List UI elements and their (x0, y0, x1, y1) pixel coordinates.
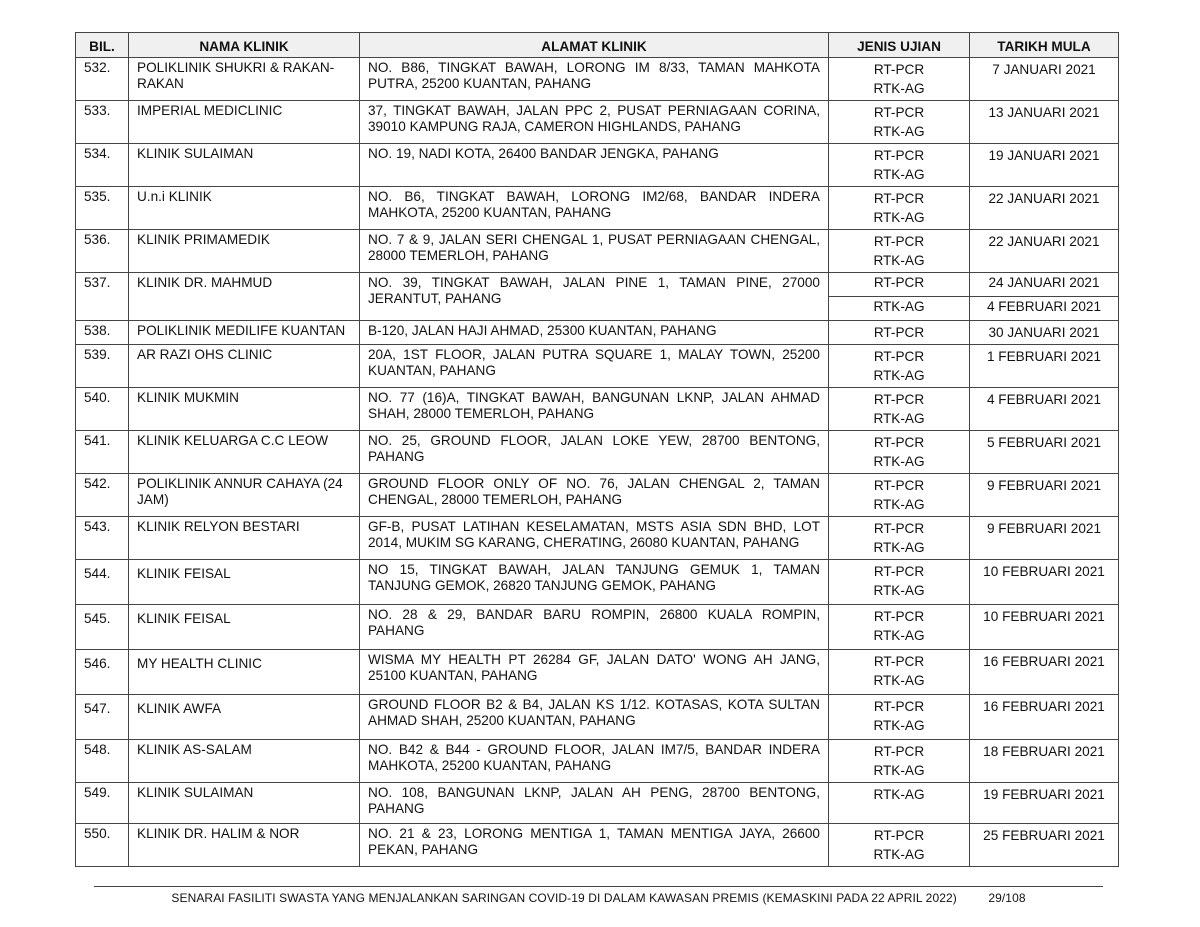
clinic-name: KLINIK RELYON BESTARI (129, 517, 360, 560)
clinic-name: KLINIK FEISAL (129, 560, 360, 605)
start-date-cell (970, 230, 1119, 273)
table-row (76, 695, 1119, 740)
row-number: 549. (76, 783, 129, 824)
test-type: RT-PCR (873, 744, 925, 759)
row-number: 547. (76, 695, 129, 740)
clinic-address: WISMA MY HEALTH PT 26284 GF, JALAN DATO' WONG AH JANG, 25100 KUANTAN, PAHANG (360, 650, 829, 695)
start-date-cell (970, 388, 1119, 431)
start-date-cell (970, 650, 1119, 695)
row-number: 548. (76, 740, 129, 783)
clinic-name: KLINIK FEISAL (129, 605, 360, 650)
table-row (76, 58, 1119, 101)
start-date: 18 FEBRUARI 2021 (983, 744, 1105, 759)
row-number: 536. (76, 230, 129, 273)
table-row (76, 650, 1119, 695)
row-number: 538. (76, 321, 129, 345)
test-type: RTK-AG (873, 167, 925, 182)
clinic-table (75, 32, 1119, 867)
row-number: 537. (76, 273, 129, 321)
row-number: 545. (76, 605, 129, 650)
start-date: 24 JANUARI 2021 (970, 273, 1119, 297)
clinic-name: KLINIK SULAIMAN (129, 783, 360, 824)
table-header (76, 33, 1119, 58)
clinic-name: KLINIK SULAIMAN (129, 144, 360, 187)
start-date: 25 FEBRUARI 2021 (983, 828, 1105, 843)
row-number: 543. (76, 517, 129, 560)
row-number: 550. (76, 824, 129, 867)
test-type: RTK-AG (873, 497, 925, 512)
clinic-name: KLINIK AWFA (129, 695, 360, 740)
clinic-address: NO. B6, TINGKAT BAWAH, LORONG IM2/68, BANDAR INDERA MAHKOTA, 25200 KUANTAN, PAHANG (360, 187, 829, 230)
start-date: 19 FEBRUARI 2021 (983, 787, 1105, 802)
row-number: 541. (76, 431, 129, 474)
clinic-name: AR RAZI OHS CLINIC (129, 345, 360, 388)
test-type: RTK-AG (873, 124, 925, 139)
test-type: RT-PCR (873, 349, 925, 364)
start-date: 10 FEBRUARI 2021 (983, 564, 1105, 579)
test-types (829, 345, 970, 388)
clinic-address: NO. B86, TINGKAT BAWAH, LORONG IM 8/33, TAMAN MAHKOTA PUTRA, 25200 KUANTAN, PAHANG (360, 58, 829, 101)
table-row (76, 740, 1119, 783)
footer-text: SENARAI FASILITI SWASTA YANG MENJALANKAN SARINGAN COVID-19 DI DALAM KAWASAN PREMIS (KEMASKINI PADA 22 APRIL 2022) (171, 891, 957, 905)
row-number: 535. (76, 187, 129, 230)
table-row (76, 474, 1119, 517)
test-types (829, 58, 970, 101)
clinic-name: KLINIK MUKMIN (129, 388, 360, 431)
start-date-cell (970, 144, 1119, 187)
clinic-name: IMPERIAL MEDICLINIC (129, 101, 360, 144)
clinic-address: NO 15, TINGKAT BAWAH, JALAN TANJUNG GEMUK 1, TAMAN TANJUNG GEMOK, 26820 TANJUNG GEMOK, PAHANG (360, 560, 829, 605)
clinic-name: KLINIK KELUARGA C.C LEOW (129, 431, 360, 474)
table-row (76, 144, 1119, 187)
start-date: 22 JANUARI 2021 (988, 191, 1100, 206)
start-date-cell (970, 824, 1119, 867)
clinic-name: KLINIK DR. HALIM & NOR (129, 824, 360, 867)
row-number: 542. (76, 474, 129, 517)
header-tarikh-mula: TARIKH MULA (970, 33, 1119, 58)
test-types (829, 605, 970, 650)
start-date: 16 FEBRUARI 2021 (983, 654, 1105, 669)
table-row (76, 321, 1119, 345)
page-footer (94, 891, 1103, 905)
test-type: RTK-AG (873, 81, 925, 96)
table-row (76, 517, 1119, 560)
test-type: RTK-AG (873, 763, 925, 778)
clinic-address: 20A, 1ST FLOOR, JALAN PUTRA SQUARE 1, MALAY TOWN, 25200 KUANTAN, PAHANG (360, 345, 829, 388)
test-type: RT-PCR (873, 699, 925, 714)
row-number: 532. (76, 58, 129, 101)
test-type: RTK-AG (873, 673, 925, 688)
clinic-address: GF-B, PUSAT LATIHAN KESELAMATAN, MSTS ASIA SDN BHD, LOT 2014, MUKIM SG KARANG, CHERATING, 26080 KUANTAN, PAHANG (360, 517, 829, 560)
clinic-address: GROUND FLOOR ONLY OF NO. 76, JALAN CHENGAL 2, TAMAN CHENGAL, 28000 TEMERLOH, PAHANG (360, 474, 829, 517)
test-types (829, 230, 970, 273)
start-date-cell (970, 474, 1119, 517)
header-jenis-ujian: JENIS UJIAN (829, 33, 970, 58)
test-types (829, 388, 970, 431)
test-type: RTK-AG (873, 368, 925, 383)
start-date-cell (970, 517, 1119, 560)
row-number: 540. (76, 388, 129, 431)
table-row (76, 560, 1119, 605)
test-type: RTK-AG (873, 628, 925, 643)
test-types (829, 144, 970, 187)
start-date-cell (970, 345, 1119, 388)
clinic-address: NO. 108, BANGUNAN LKNP, JALAN AH PENG, 28700 BENTONG, PAHANG (360, 783, 829, 824)
start-date: 10 FEBRUARI 2021 (983, 609, 1105, 624)
test-type: RTK-AG (873, 210, 925, 225)
table-row (76, 431, 1119, 474)
start-date: 4 FEBRUARI 2021 (970, 297, 1119, 321)
test-types (829, 101, 970, 144)
test-type: RTK-AG (873, 718, 925, 733)
header-nama-klinik: NAMA KLINIK (129, 33, 360, 58)
table-row (76, 273, 1119, 297)
row-number: 534. (76, 144, 129, 187)
table-row (76, 230, 1119, 273)
test-type: RT-PCR (873, 564, 925, 579)
clinic-address: NO. 39, TINGKAT BAWAH, JALAN PINE 1, TAMAN PINE, 27000 JERANTUT, PAHANG (360, 273, 829, 321)
clinic-address: NO. 25, GROUND FLOOR, JALAN LOKE YEW, 28700 BENTONG, PAHANG (360, 431, 829, 474)
row-number: 546. (76, 650, 129, 695)
clinic-name: KLINIK DR. MAHMUD (129, 273, 360, 321)
clinic-address: NO. 21 & 23, LORONG MENTIGA 1, TAMAN MENTIGA JAYA, 26600 PEKAN, PAHANG (360, 824, 829, 867)
test-type: RT-PCR (873, 148, 925, 163)
test-types (829, 783, 970, 824)
table-row (76, 101, 1119, 144)
test-type: RT-PCR (873, 62, 925, 77)
start-date-cell (970, 560, 1119, 605)
test-type: RTK-AG (873, 787, 925, 802)
clinic-name: POLIKLINIK SHUKRI & RAKAN-RAKAN (129, 58, 360, 101)
test-types (829, 474, 970, 517)
test-type: RT-PCR (873, 435, 925, 450)
test-type: RT-PCR (829, 273, 970, 297)
header-bil: BIL. (76, 33, 129, 58)
table-row (76, 605, 1119, 650)
start-date-cell (970, 695, 1119, 740)
clinic-address: NO. 77 (16)A, TINGKAT BAWAH, BANGUNAN LKNP, JALAN AHMAD SHAH, 28000 TEMERLOH, PAHANG (360, 388, 829, 431)
table-row (76, 824, 1119, 867)
clinic-address: B-120, JALAN HAJI AHMAD, 25300 KUANTAN, PAHANG (360, 321, 829, 345)
start-date-cell (970, 431, 1119, 474)
test-type: RT-PCR (873, 609, 925, 624)
test-types (829, 650, 970, 695)
row-number: 544. (76, 560, 129, 605)
test-types (829, 321, 970, 345)
row-number: 533. (76, 101, 129, 144)
test-type: RT-PCR (873, 654, 925, 669)
table-row (76, 783, 1119, 824)
start-date-cell (970, 321, 1119, 345)
clinic-name: POLIKLINIK MEDILIFE KUANTAN (129, 321, 360, 345)
clinic-address: NO. 7 & 9, JALAN SERI CHENGAL 1, PUSAT PERNIAGAAN CHENGAL, 28000 TEMERLOH, PAHANG (360, 230, 829, 273)
start-date: 7 JANUARI 2021 (992, 62, 1096, 77)
footer-divider (94, 886, 1103, 887)
start-date-cell (970, 783, 1119, 824)
test-types (829, 824, 970, 867)
test-type: RT-PCR (873, 478, 925, 493)
table-row (76, 388, 1119, 431)
test-type: RTK-AG (873, 253, 925, 268)
clinic-name: KLINIK AS-SALAM (129, 740, 360, 783)
start-date: 9 FEBRUARI 2021 (986, 521, 1102, 536)
start-date: 5 FEBRUARI 2021 (986, 435, 1102, 450)
clinic-name: KLINIK PRIMAMEDIK (129, 230, 360, 273)
test-type: RT-PCR (873, 521, 925, 536)
clinic-address: GROUND FLOOR B2 & B4, JALAN KS 1/12. KOTASAS, KOTA SULTAN AHMAD SHAH, 25200 KUANTAN, PAHANG (360, 695, 829, 740)
test-types (829, 431, 970, 474)
start-date: 16 FEBRUARI 2021 (983, 699, 1105, 714)
clinic-name: POLIKLINIK ANNUR CAHAYA (24 JAM) (129, 474, 360, 517)
start-date-cell (970, 58, 1119, 101)
table-body (76, 58, 1119, 867)
test-types (829, 695, 970, 740)
start-date: 22 JANUARI 2021 (988, 234, 1100, 249)
row-number: 539. (76, 345, 129, 388)
header-alamat-klinik: ALAMAT KLINIK (360, 33, 829, 58)
clinic-name: MY HEALTH CLINIC (129, 650, 360, 695)
test-type: RT-PCR (873, 191, 925, 206)
test-type: RTK-AG (873, 847, 925, 862)
test-type: RTK-AG (873, 540, 925, 555)
test-type: RT-PCR (873, 105, 925, 120)
test-type: RT-PCR (873, 234, 925, 249)
test-type: RTK-AG (873, 583, 925, 598)
test-types (829, 187, 970, 230)
test-type: RTK-AG (873, 454, 925, 469)
start-date: 4 FEBRUARI 2021 (986, 392, 1102, 407)
test-types (829, 517, 970, 560)
clinic-address: 37, TINGKAT BAWAH, JALAN PPC 2, PUSAT PERNIAGAAN CORINA, 39010 KAMPUNG RAJA, CAMERON HIGHLANDS, PAHANG (360, 101, 829, 144)
start-date: 13 JANUARI 2021 (988, 105, 1100, 120)
test-type: RT-PCR (873, 828, 925, 843)
start-date: 30 JANUARI 2021 (988, 325, 1100, 340)
clinic-address: NO. B42 & B44 - GROUND FLOOR, JALAN IM7/5, BANDAR INDERA MAHKOTA, 25200 KUANTAN, PAHANG (360, 740, 829, 783)
test-type: RT-PCR (873, 392, 925, 407)
test-types (829, 560, 970, 605)
start-date: 19 JANUARI 2021 (988, 148, 1100, 163)
test-type: RT-PCR (873, 325, 925, 340)
clinic-address: NO. 19, NADI KOTA, 26400 BANDAR JENGKA, PAHANG (360, 144, 829, 187)
start-date: 9 FEBRUARI 2021 (986, 478, 1102, 493)
test-type: RTK-AG (829, 297, 970, 321)
table-row (76, 187, 1119, 230)
start-date-cell (970, 605, 1119, 650)
page-number: 29/108 (988, 891, 1026, 905)
start-date-cell (970, 101, 1119, 144)
start-date-cell (970, 187, 1119, 230)
test-types (829, 740, 970, 783)
start-date-cell (970, 740, 1119, 783)
table-row (76, 345, 1119, 388)
clinic-address: NO. 28 & 29, BANDAR BARU ROMPIN, 26800 KUALA ROMPIN, PAHANG (360, 605, 829, 650)
test-type: RTK-AG (873, 411, 925, 426)
start-date: 1 FEBRUARI 2021 (986, 349, 1102, 364)
clinic-name: U.n.i KLINIK (129, 187, 360, 230)
